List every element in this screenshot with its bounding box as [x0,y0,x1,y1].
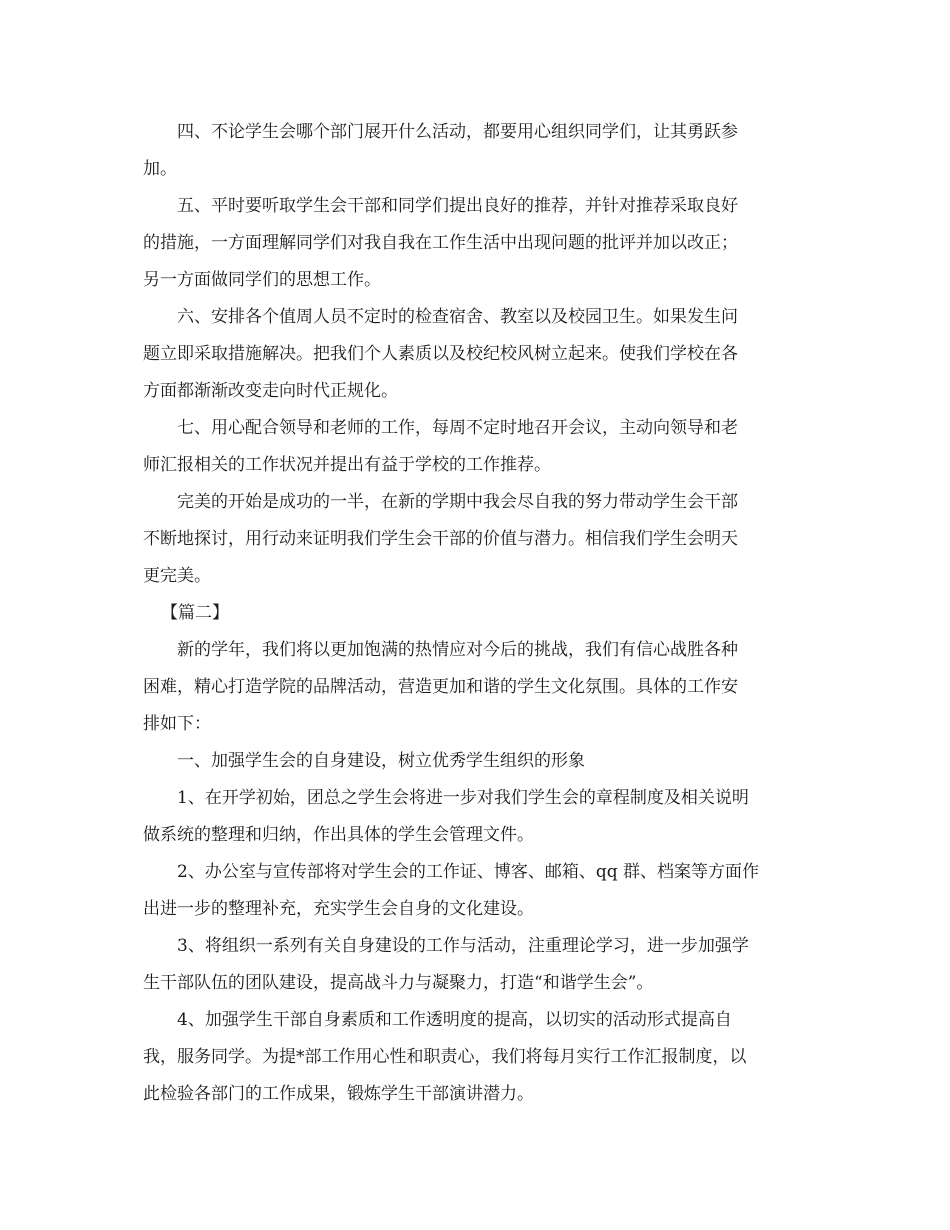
paragraph-5 [143,188,807,299]
text-line: 完美的开始是成功的一半，在新的学期中我会尽自我的努力带动学生会干部 [177,492,738,512]
paragraph-4 [143,114,807,188]
text-line: 做系统的整理和归纳，作出具体的学生会管理文件。 [143,825,534,845]
paragraph-intro [143,632,807,743]
text-line: 更完美。 [143,566,211,586]
text-line: 方面都渐渐改变走向时代正规化。 [143,381,398,401]
text-line: 七、用心配合领导和老师的工作，每周不定时地召开会议，主动向领导和老 [177,418,738,438]
paragraph-item-2 [143,854,807,928]
paragraph-7 [143,410,807,484]
text-line: 五、平时要听取学生会干部和同学们提出良好的推荐，并针对推荐采取良好 [177,196,738,216]
text-line: 另一方面做同学们的思想工作。 [143,270,381,290]
text-line: 题立即采取措施解决。把我们个人素质以及校纪校风树立起来。使我们学校在各 [143,344,738,364]
paragraph-item-3 [143,928,807,1002]
text-line: 六、安排各个值周人员不定时的检查宿舍、教室以及校园卫生。如果发生问 [177,307,738,327]
text-line: 我，服务同学。为提*部工作用心性和职责心，我们将每月实行工作汇报制度，以 [143,1047,747,1067]
text-line: 排如下： [143,714,211,734]
text-line: 3、将组织一系列有关自身建设的工作与活动，注重理论学习，进一步加强学 [177,936,749,956]
text-line: 新的学年，我们将以更加饱满的热情应对今后的挑战，我们有信心战胜各种 [177,640,738,660]
text-line: 1、在开学初始，团总之学生会将进一步对我们学生会的章程制度及相关说明 [177,788,749,808]
text-line: 出进一步的整理补充，充实学生会自身的文化建设。 [143,899,534,919]
text-line: 困难，精心打造学院的品牌活动，营造更加和谐的学生文化氛围。具体的工作安 [143,677,738,697]
text-line: 2、办公室与宣传部将对学生会的工作证、博客、邮箱、qq 群、档案等方面作 [177,862,759,882]
text-line: 的措施，一方面理解同学们对我自我在工作生活中出现问题的批评并加以改正； [143,233,738,253]
text-line: 四、不论学生会哪个部门展开什么活动，都要用心组织同学们，让其勇跃参 [177,122,738,142]
paragraph-item-1 [143,780,807,854]
text-line: 不断地探讨，用行动来证明我们学生会干部的价值与潜力。相信我们学生会明天 [143,529,738,549]
section-heading-text: 【篇二】 [161,603,229,623]
text-line: 生干部队伍的团队建设，提高战斗力与凝聚力，打造“和谐学生会”。 [143,973,654,993]
paragraph-6 [143,299,807,410]
paragraph-item-4 [143,1002,807,1113]
text-line: 师汇报相关的工作状况并提出有益于学校的工作推荐。 [143,455,551,475]
paragraph-closing [143,484,807,595]
section-heading [143,595,807,632]
document-body [143,114,807,1113]
paragraph-section-1 [143,743,807,780]
text-line: 一、加强学生会的自身建设，树立优秀学生组织的形象 [177,751,585,771]
text-line: 加。 [143,159,177,179]
text-line: 此检验各部门的工作成果，锻炼学生干部演讲潜力。 [143,1084,534,1104]
text-line: 4、加强学生干部自身素质和工作透明度的提高，以切实的活动形式提高自 [177,1010,732,1030]
